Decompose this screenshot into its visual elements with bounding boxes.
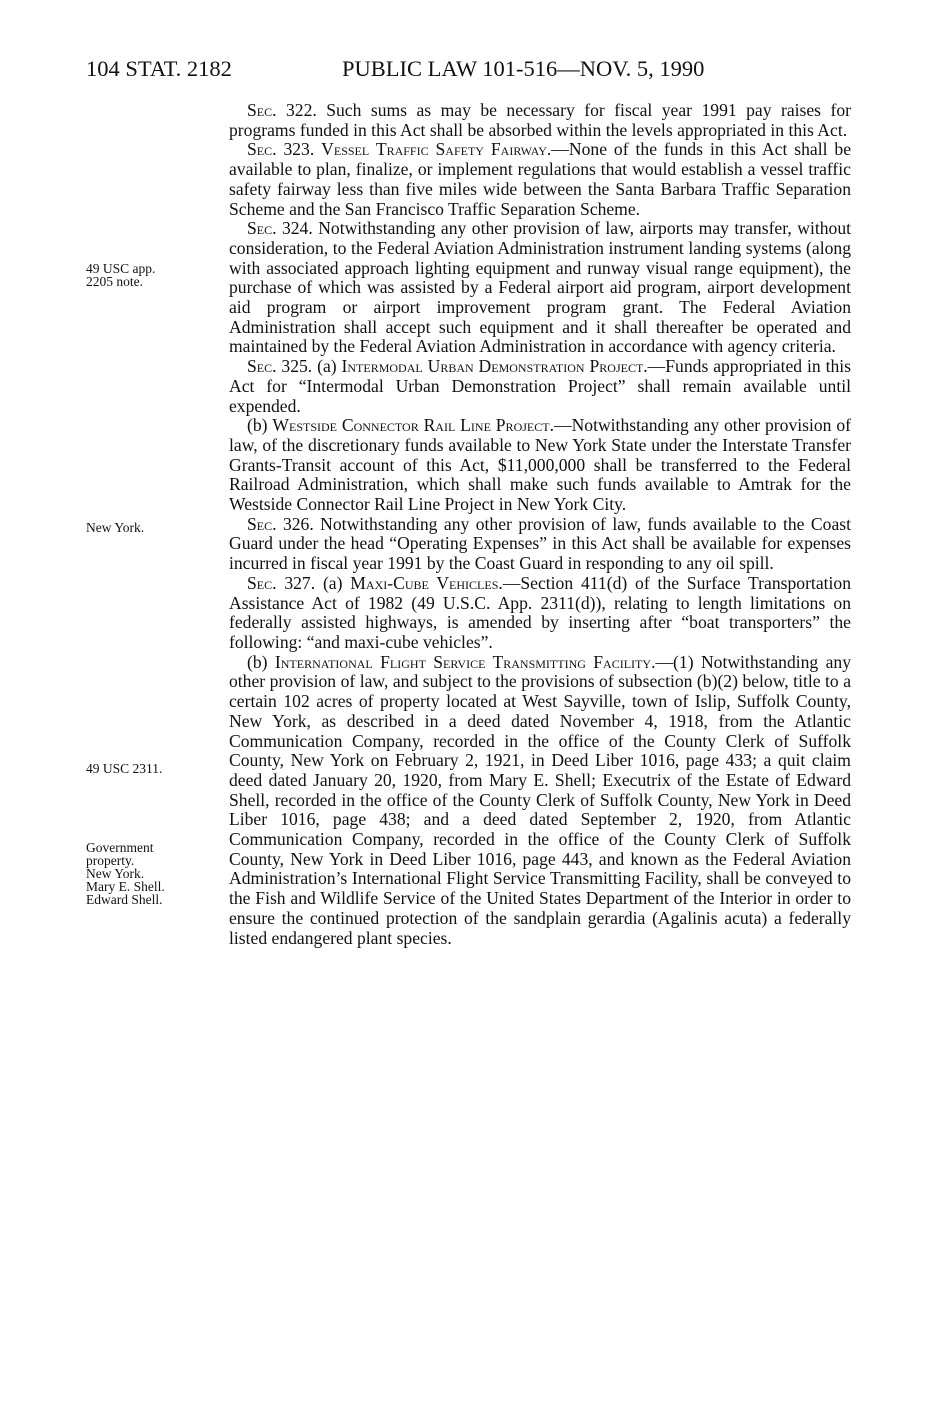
section-number: . 325. (a): [272, 356, 342, 377]
section-heading: Intermodal Urban Demonstration Project: [341, 356, 644, 377]
section-heading: Maxi-Cube Vehicles: [350, 572, 499, 593]
section-label: Sec: [247, 139, 273, 160]
margin-note-line: New York.: [86, 520, 145, 535]
section-text: .—Section 411(d) of the Surface Transportation Assistance Act of 1982 (49 U.S.C. App. 2311(d)), relating to length limitations on federally assisted highways, is amended by inserting after “boat transporters” the following: “and maxi-cube vehicles”.: [229, 572, 851, 652]
subsection-prefix: (b): [247, 415, 273, 436]
section-326: [229, 515, 851, 574]
section-text: .—None of the funds in this Act shall be available to plan, finalize, or implement regulations that would establish a vessel traffic safety fairway less than five miles wide between the Santa Barbara Traffic Separation Scheme and the San Francisco Traffic Separation Scheme.: [229, 139, 852, 219]
section-heading: Westside Connector Rail Line Project: [272, 415, 550, 436]
section-323: [229, 140, 851, 219]
section-label: Sec: [247, 100, 273, 120]
section-number: . 323.: [272, 139, 322, 160]
section-325a: [229, 357, 851, 416]
section-label: Sec: [247, 356, 273, 377]
section-heading: International Flight Service Transmitting Facility: [274, 651, 652, 672]
section-text: Notwithstanding any other provision of law, funds available to the Coast Guard under the head “Operating Expenses” in this Act shall be available for expenses incurred in fiscal year 1991 by the Coast Guard in responding to any oil spill.: [229, 513, 851, 574]
section-label: Sec: [247, 218, 273, 239]
margin-note-line: property.: [86, 853, 135, 868]
section-325b: [229, 416, 851, 515]
section-327b: [229, 653, 851, 949]
margin-note-line: 49 USC app.: [86, 261, 156, 276]
section-text: Such sums as may be necessary for fiscal year 1991 pay raises for programs funded in this Act shall be absorbed within the levels appropriated in this Act.: [229, 100, 851, 140]
section-heading: Vessel Traffic Safety Fairway: [321, 139, 547, 160]
section-number: . 322.: [272, 100, 317, 120]
section-text: .—Funds appropriated in this Act for “Intermodal Urban Demonstration Project” shall remain available until expended.: [229, 356, 851, 416]
stat-page-number: 104 STAT. 2182: [86, 56, 232, 81]
section-number: . 326.: [272, 513, 314, 534]
subsection-prefix: (b): [247, 651, 275, 672]
section-number: . 324.: [272, 218, 313, 239]
section-322: [229, 101, 851, 140]
section-text: .—Notwithstanding any other provision of law, of the discretionary funds available to New York State under the Interstate Transfer Grants-Transit account of this Act, $11,000,000 shall be transferred to the Federal Railroad Administration, which shall make such funds available to Amtrak for the Westside Connector Rail Line Project in New York City.: [229, 415, 851, 515]
section-327a: [229, 574, 851, 653]
margin-note-government-property: [86, 841, 216, 906]
section-text: .—(1) Notwithstanding any other provision of law, and subject to the provisions of subsection (b)(2) below, title to a certain 102 acres of property located at West Sayville, town of Islip, Suffolk County, New York, as described in a deed dated November 4, 1918, from the Atlantic Communication Company, recorded in the office of the County Clerk of Suffolk County, New York on February 2, 1921, in Deed Liber 1016, page 433; a quit claim deed dated January 20, 1920, from Mary E. Shell; Executrix of the Estate of Edward Shell, recorded in the office of the County Clerk of Suffolk County, New York in Deed Liber 1016, page 438; and a deed dated September 2, 1920, from Atlantic Communication Company, recorded in the office of the County Clerk of Suffolk County, New York in Deed Liber 1016, page 443, and known as the Federal Aviation Administration’s International Flight Service Transmitting Facility, shall be conveyed to the Fish and Wildlife Service of the United States Department of the Interior in order to ensure the continued protection of the sandplain gerardia (Agalinis acuta) a federally listed endangered plant species.: [229, 651, 852, 948]
section-text: Notwithstanding any other provision of law, airports may transfer, without consideration, to the Federal Aviation Administration instrument landing systems (along with associated approach lighting equipment and runway visual range equipment), the purchase of which was assisted by a Federal airport aid program, airport development aid program or airport improvement program grant. The Federal Aviation Administration shall accept such equipment and it shall thereafter be operated and maintained by the Federal Aviation Administration in accordance with agency criteria.: [229, 218, 851, 357]
margin-note-line: Edward Shell.: [86, 892, 163, 907]
margin-note-usc-2311: [86, 762, 216, 775]
margin-note-new-york: [86, 521, 216, 534]
page-header: [86, 56, 766, 86]
margin-note-line: 2205 note.: [86, 274, 143, 289]
margin-note-line: 49 USC 2311.: [86, 761, 163, 776]
section-324: [229, 219, 851, 357]
section-label: Sec: [247, 572, 273, 593]
margin-note-line: Mary E. Shell.: [86, 879, 165, 894]
margin-note-line: Government: [86, 840, 154, 855]
section-number: . 327. (a): [272, 572, 351, 593]
public-law-title: PUBLIC LAW 101-516—NOV. 5, 1990: [342, 56, 705, 81]
section-label: Sec: [247, 513, 273, 534]
margin-note-line: New York.: [86, 866, 145, 881]
margin-note-usc-2205: [86, 262, 216, 288]
statute-body: [229, 101, 851, 948]
